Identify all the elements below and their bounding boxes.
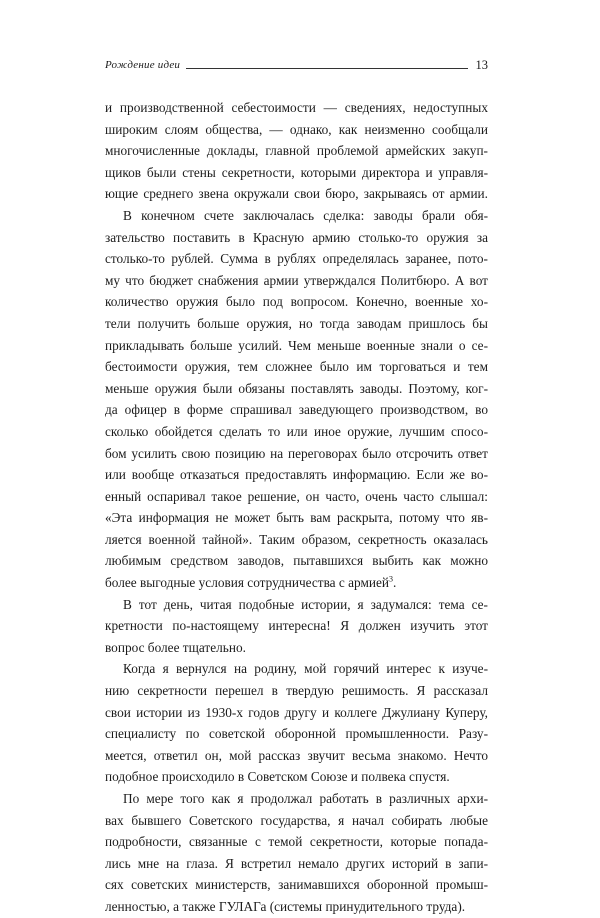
text-line: подробности, связанные с темой секретности, которые попада- (105, 834, 488, 850)
text-line: «Эта информация не может быть вам раскрыта, потому что яв- (105, 510, 488, 526)
text-line: многочисленные доклады, главной проблемой армейских закуп- (105, 143, 488, 159)
text-line: енный оспаривал такое решение, он часто, очень часто слышал: (105, 488, 488, 504)
running-header (105, 53, 488, 71)
text-line: прикладывать больше усилий. Чем меньше военные знали о се- (105, 337, 488, 353)
text-line: меньше оружия были обязаны поставлять заводы. Поэтому, ког- (105, 380, 488, 396)
text-line: лись мне на глаза. Я встретил немало других историй в запи- (105, 855, 488, 871)
text-line: По мере того как я продолжал работать в различных архи- (123, 791, 488, 806)
text-line: более выгодные условия сотрудничества с армией$^3$. (105, 574, 397, 591)
text-line: нию секретности перешел в твердую решимость. Я рассказал (105, 683, 488, 699)
text-line: вопрос более тщательно. (105, 639, 246, 655)
text-line: ющие среднего звена окружали свои бюро, закрываясь от армии. (105, 186, 488, 202)
chapter-title: Рождение идеи (105, 59, 181, 71)
text-line: сях советских министерств, занимавшихся оборонной промыш- (105, 877, 488, 893)
body-text (105, 97, 488, 918)
footnote-marker[interactable]: 3 (389, 574, 394, 584)
text-line: зательство поставить в Красную армию столько-то оружия за (105, 229, 488, 245)
text-line: ляется военной тайной». Таким образом, секретность оказалась (105, 531, 488, 547)
text-line: кретности по-настоящему интересна! Я должен изучить этот (105, 618, 488, 634)
text-line-body: более выгодные условия сотрудничества с армией (105, 575, 390, 591)
text-line: вах бывшего Советского государства, я начал собирать любые (105, 812, 488, 828)
text-line: бестоимости оружия, тем сложнее было им торговаться и тем (105, 359, 488, 375)
text-line: свои истории из 1930-х годов другу и коллеге Джулиану Куперу, (105, 704, 488, 720)
text-line: му что бюджет снабжения армии утверждался Политбюро. А вот (105, 272, 488, 288)
header-rule (186, 68, 467, 69)
text-line: тели получить больше оружия, но тогда заводам пришлось бы (105, 315, 488, 331)
text-line: специалисту по советской оборонной промышленности. Разу- (105, 726, 488, 742)
text-line: меется, ответил он, мой рассказ звучит весьма знакомо. Нечто (105, 747, 488, 763)
text-line: ленностью, а также ГУЛАГа (системы принудительного труда). (105, 898, 466, 914)
text-line: щиков были стены секретности, которыми директора и управля- (105, 164, 488, 180)
text-line: бом усилить свою позицию на переговорах было отсрочить ответ (105, 445, 488, 461)
page-number: 13 (475, 57, 488, 72)
text-line: столько-то рублей. Сумма в рублях определялась заранее, пото- (105, 251, 488, 267)
text-line: сколько обойдется сделать то или иное оружие, лучшим спосо- (105, 423, 488, 439)
text-line: широким слоям общества, — однако, как неизменно сообщали (105, 121, 488, 137)
text-line: или вообще отказаться предоставлять информацию. Если же во- (105, 467, 488, 483)
text-line: любимым средством заводов, пытавшихся выбить как можно (105, 553, 488, 569)
text-line: да офицер в форме спрашивал заведующего производством, во (105, 402, 488, 418)
text-line: и производственной себестоимости — сведениях, недоступных (105, 100, 488, 115)
text-line: количество оружия было под вопросом. Конечно, военные хо- (105, 294, 488, 310)
text-line: В конечном счете заключалась сделка: заводы брали обя- (123, 207, 488, 223)
text-line: подобное происходило в Советском Союзе и полвека спустя. (105, 769, 450, 785)
text-line: В тот день, читая подобные истории, я задумался: тема се- (123, 596, 488, 612)
text-line: Когда я вернулся на родину, мой горячий интерес к изуче- (123, 661, 488, 677)
